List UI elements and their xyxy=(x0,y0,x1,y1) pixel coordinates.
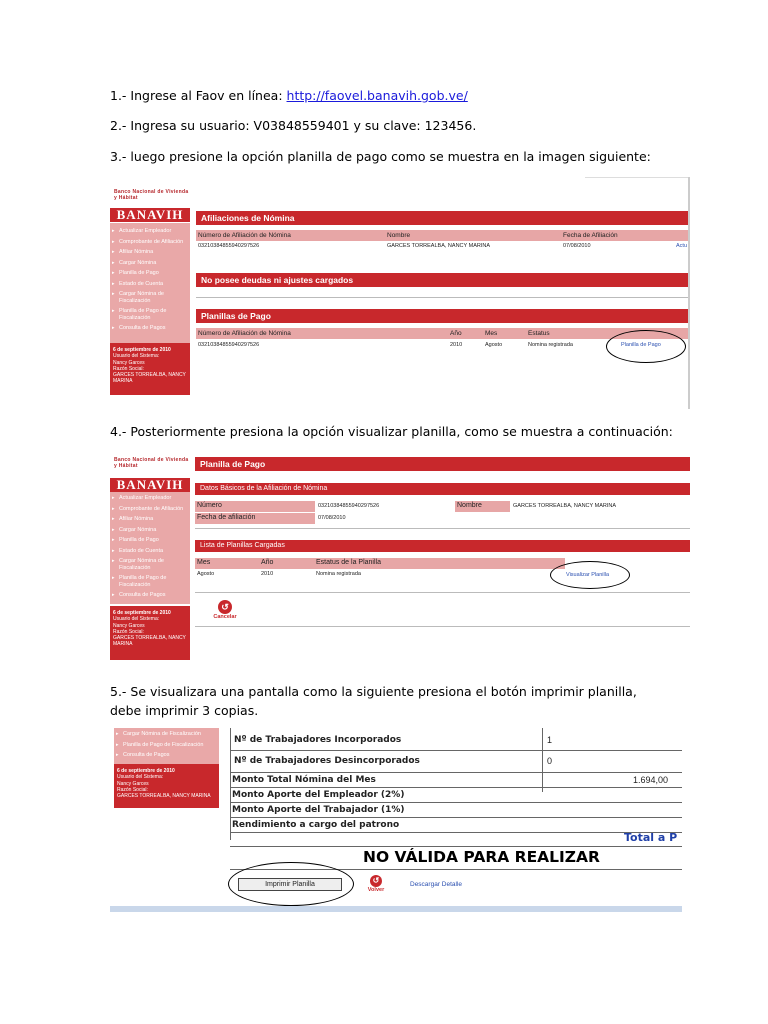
sidebar-item-cargar-fisc[interactable]: ▸ Cargar Nómina de Fiscalización xyxy=(110,558,190,571)
screenshot-afiliaciones xyxy=(110,177,690,409)
row-incorporados-value: 1 xyxy=(547,735,553,745)
sidebar-item-planilla[interactable]: ▸ Planilla de Pago xyxy=(110,270,190,277)
fecha-value: 07/08/2010 xyxy=(318,515,346,521)
afil-action-link[interactable]: Actu xyxy=(676,243,688,249)
descargar-detalle-link[interactable]: Descargar Detalle xyxy=(410,881,463,888)
deudas-bar: No posee deudas ni ajustes cargados xyxy=(196,273,690,287)
afil-numero: 03210384855940297526 xyxy=(198,243,260,249)
sidebar-item-consulta[interactable]: ▸ Consulta de Pagos xyxy=(110,592,190,599)
row-aporte-trabajador-label: Monto Aporte del Trabajador (1%) xyxy=(232,805,405,815)
resumen-table xyxy=(110,728,682,914)
row-desincorporados-label: Nº de Trabajadores Desincorporados xyxy=(234,756,420,766)
step-text: Posteriormente presiona la opción visualizar planilla, como se muestra a continuación: xyxy=(130,424,673,439)
sidebar-item-consulta[interactable]: ▸ Consulta de Pagos xyxy=(114,752,219,759)
sidebar-item-planilla-fisc[interactable]: ▸ Planilla de Pago de Fiscalización xyxy=(110,308,190,321)
screenshot-planilla-de-pago xyxy=(110,450,690,660)
step-4 xyxy=(110,422,673,441)
planillas-header: Número de Afiliación de Nómina Año Mes Estatus xyxy=(196,328,690,339)
faov-link[interactable]: http://faovel.banavih.gob.ve/ xyxy=(286,88,468,103)
lista-planillas-title: Lista de Planillas Cargadas xyxy=(195,540,690,552)
lista-mes: Agosto xyxy=(197,571,215,577)
highlight-oval xyxy=(550,561,630,589)
cancel-icon: ↺ xyxy=(218,600,232,614)
sidebar-item-comprobante[interactable]: ▸ Comprobante de Afiliación xyxy=(110,506,190,513)
total-a-pagar-label: Total a P xyxy=(624,831,678,844)
step-number: 1.- xyxy=(110,88,127,103)
planilla-de-pago-link[interactable]: Planilla de Pago xyxy=(621,342,661,348)
planilla-anio: 2010 xyxy=(450,342,463,348)
planilla-numero: 03210384855940297526 xyxy=(198,342,260,348)
sidebar-menu xyxy=(110,492,190,604)
sidebar-item-actualizar[interactable]: ▸ Actualizar Empleador xyxy=(110,228,190,235)
numero-label-cell: Número xyxy=(195,501,315,512)
step-text: luego presione la opción planilla de pago como se muestra en la imagen siguiente: xyxy=(130,149,651,164)
step-number: 3.- xyxy=(110,149,127,164)
user-info: 6 de septiembre de 2010 Usuario del Sistema: Nancy Garces Razón Social: GARCES TORREALBA, NANCY MARINA xyxy=(114,764,219,808)
planilla-estatus: Nomina registrada xyxy=(528,342,573,348)
volver-button[interactable]: ↺ Volver xyxy=(367,876,385,893)
sidebar-item-consulta[interactable]: ▸ Consulta de Pagos xyxy=(110,325,190,332)
step-number: 5.- xyxy=(110,684,127,699)
highlight-oval xyxy=(606,330,686,363)
afiliaciones-title: Afiliaciones de Nómina xyxy=(196,211,690,225)
sidebar-item-planilla-fisc[interactable]: ▸ Planilla de Pago de Fiscalización xyxy=(114,742,219,749)
datos-basicos-title: Datos Básicos de la Afiliación de Nómina xyxy=(195,483,690,495)
visualizar-planilla-link[interactable]: Visualizar Planilla xyxy=(566,572,610,578)
numero-value: 03210384855940297526 xyxy=(318,503,380,509)
lista-header: Mes Año Estatus de la Planilla xyxy=(195,558,565,569)
sidebar-item-estado[interactable]: ▸ Estado de Cuenta xyxy=(110,548,190,555)
step-1 xyxy=(110,86,468,105)
row-incorporados-label: Nº de Trabajadores Incorporados xyxy=(234,735,402,745)
step-text: Ingresa su usuario: V03848559401 y su clave: 123456. xyxy=(130,118,477,133)
no-valida-label: NO VÁLIDA PARA REALIZAR xyxy=(363,848,600,866)
afiliaciones-header: Número de Afiliación de Nómina Nombre Fecha de Afiliación xyxy=(196,230,690,241)
imprimir-planilla-button[interactable]: Imprimir Planilla xyxy=(238,878,342,891)
sidebar-item-cargar[interactable]: ▸ Cargar Nómina xyxy=(110,527,190,534)
step-2 xyxy=(110,116,476,135)
sidebar-item-actualizar[interactable]: ▸ Actualizar Empleador xyxy=(110,495,190,502)
step-text: Ingrese al Faov en línea: xyxy=(130,88,287,103)
step-number: 4.- xyxy=(110,424,127,439)
sidebar-item-cargar[interactable]: ▸ Cargar Nómina xyxy=(110,260,190,267)
cancelar-button[interactable]: ↺ Cancelar xyxy=(213,602,237,620)
lista-estatus: Nomina registrada xyxy=(316,571,361,577)
row-monto-total-label: Monto Total Nómina del Mes xyxy=(232,775,376,785)
sidebar-item-afiliar[interactable]: ▸ Afiliar Nómina xyxy=(110,249,190,256)
banavih-logo: Banco Nacional de Vivienda y Hábitat BANAVIH xyxy=(110,181,190,223)
banavih-logo: Banco Nacional de Vivienda y Hábitat BANAVIH xyxy=(110,450,190,492)
sidebar-item-cargar-fisc[interactable]: ▸ Cargar Nómina de Fiscalización xyxy=(114,731,219,738)
row-rendimiento-label: Rendimiento a cargo del patrono xyxy=(232,820,400,830)
highlight-oval xyxy=(228,862,354,906)
back-icon: ↺ xyxy=(370,875,382,887)
afil-nombre: GARCES TORREALBA, NANCY MARINA xyxy=(387,243,490,249)
sidebar-item-cargar-fisc[interactable]: ▸ Cargar Nómina de Fiscalización xyxy=(110,291,190,304)
planillas-title: Planillas de Pago xyxy=(196,309,690,323)
sidebar-menu xyxy=(110,223,190,343)
step-text: Se visualizara una pantalla como la siguiente presiona el botón imprimir planilla, debe imprimir 3 copias. xyxy=(110,684,637,718)
nombre-label-cell: Nombre xyxy=(455,501,510,512)
step-3 xyxy=(110,147,651,166)
afil-fecha: 07/08/2010 xyxy=(563,243,591,249)
user-info: 6 de septiembre de 2010 Usuario del Sistema: Nancy Garces Razón Social: GARCES TORREALBA, NANCY MARINA xyxy=(110,343,190,395)
lista-anio: 2010 xyxy=(261,571,274,577)
row-monto-total-value: 1.694,00 xyxy=(633,775,669,785)
row-desincorporados-value: 0 xyxy=(547,756,553,766)
step-5 xyxy=(110,682,650,720)
sidebar-item-afiliar[interactable]: ▸ Afiliar Nómina xyxy=(110,516,190,523)
planilla-title: Planilla de Pago xyxy=(195,457,690,471)
planilla-mes: Agosto xyxy=(485,342,503,348)
sidebar-item-estado[interactable]: ▸ Estado de Cuenta xyxy=(110,281,190,288)
scrollbar[interactable] xyxy=(110,906,682,912)
row-aporte-empleador-label: Monto Aporte del Empleador (2%) xyxy=(232,790,405,800)
step-number: 2.- xyxy=(110,118,127,133)
screenshot-imprimir xyxy=(110,728,682,914)
sidebar-item-planilla-fisc[interactable]: ▸ Planilla de Pago de Fiscalización xyxy=(110,575,190,588)
nombre-value: GARCES TORREALBA, NANCY MARINA xyxy=(513,503,616,509)
user-info: 6 de septiembre de 2010 Usuario del Sistema: Nancy Garces Razón Social: GARCES TORREALBA, NANCY MARINA xyxy=(110,606,190,660)
sidebar-item-comprobante[interactable]: ▸ Comprobante de Afiliación xyxy=(110,239,190,246)
fecha-label-cell: Fecha de afiliación xyxy=(195,513,315,524)
sidebar-item-planilla[interactable]: ▸ Planilla de Pago xyxy=(110,537,190,544)
